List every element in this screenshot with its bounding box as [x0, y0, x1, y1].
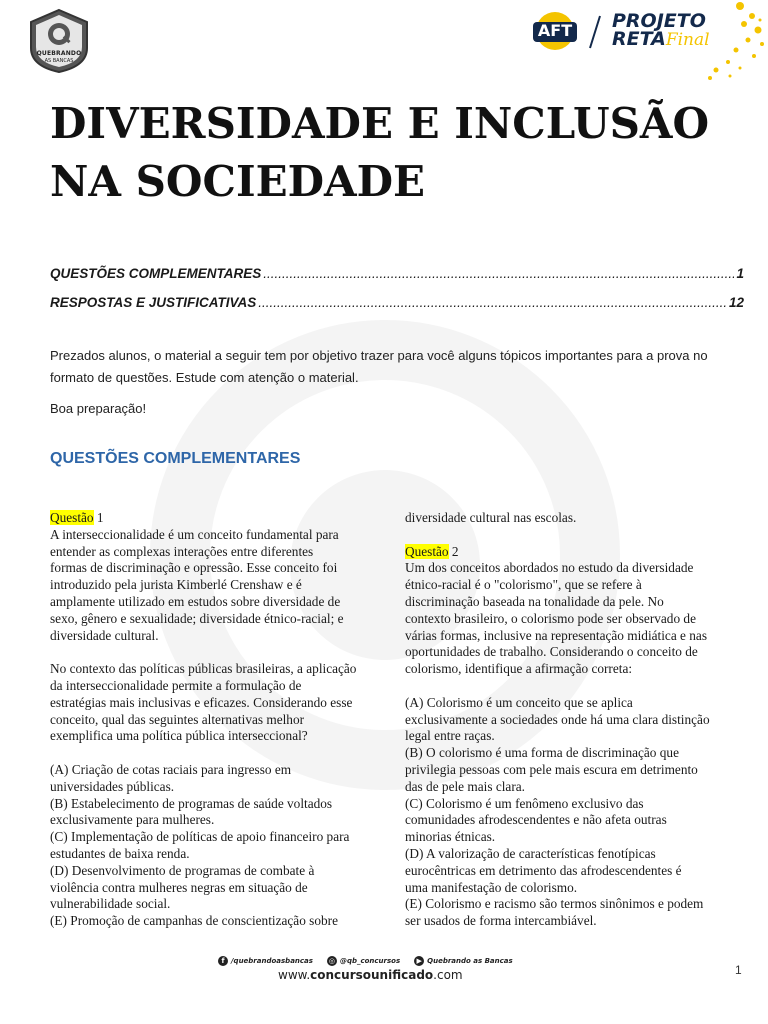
- page-number: 1: [735, 963, 742, 977]
- quebrando-as-bancas-logo: [27, 8, 91, 74]
- option-line: exclusivamente a sociedades onde há uma clara distinção: [405, 711, 710, 727]
- youtube-channel: Quebrando as Bancas: [427, 957, 513, 965]
- toc-leader-dots: [263, 266, 734, 281]
- youtube-icon: ▶: [414, 956, 424, 966]
- toc-entry-respostas[interactable]: [50, 295, 744, 324]
- option-line: (A) Criação de cotas raciais para ingresso em: [50, 761, 292, 777]
- option-line: exclusivamente para mulheres.: [50, 812, 215, 828]
- text-line: oportunidades de trabalho. Considerando o conceito de: [405, 644, 698, 660]
- intro-closing: Boa preparação!: [50, 401, 147, 416]
- text-line: étnico-racial é o "colorismo", que se refere à: [405, 577, 642, 593]
- option-line: (C) Colorismo é um fenômeno exclusivo das: [405, 795, 644, 811]
- site-suffix: .com: [433, 968, 463, 982]
- facebook-handle: /quebrandoasbancas: [231, 957, 313, 965]
- question-2: [405, 544, 749, 930]
- question-2-statement: [405, 560, 749, 678]
- qb-logo-line1: QUEBRANDO: [36, 50, 82, 57]
- option-line: (B) O colorismo é uma forma de discriminação que: [405, 745, 679, 761]
- projeto-reta-final-logo: [612, 12, 710, 49]
- logo-divider-slash: [588, 14, 602, 50]
- instagram-icon: ◎: [328, 957, 335, 965]
- facebook-link[interactable]: [218, 956, 313, 966]
- option-line: (C) Implementação de políticas de apoio financeiro para: [50, 829, 350, 845]
- question-2-options: [405, 695, 749, 930]
- text-line: entender as complexas interações entre diferentes: [50, 543, 314, 559]
- instagram-link[interactable]: [327, 956, 400, 966]
- decorative-dots: [700, 0, 768, 85]
- aft-logo-text: AFT: [537, 21, 573, 40]
- text-line: introduzido pela jurista Kimberlé Crenshaw e é: [50, 577, 302, 593]
- question-1-header: [50, 510, 384, 527]
- option-line: legal entre raças.: [405, 728, 495, 744]
- footer-social-links: [218, 954, 538, 968]
- option-line: (A) Colorismo é um conceito que se aplica: [405, 694, 633, 710]
- option-line: das de pele mais clara.: [405, 778, 525, 794]
- table-of-contents: [50, 266, 744, 324]
- question-1: [50, 510, 384, 930]
- question-2-header: [405, 544, 749, 561]
- section-heading: QUESTÕES COMPLEMENTARES: [50, 450, 301, 467]
- text-line: formas de discriminação e opressão. Esse conceito foi: [50, 560, 338, 576]
- option-line: universidades públicas.: [50, 778, 175, 794]
- option-line: (E) Promoção de campanhas de conscientização sobre: [50, 913, 338, 929]
- instagram-handle: @qb_concursos: [339, 957, 401, 965]
- intro-paragraph: Prezados alunos, o material a seguir tem por objetivo trazer para você alguns tópicos importantes para a prova no formato de questões. Estude com atenção o material.: [50, 348, 708, 385]
- option-line: diversidade cultural nas escolas.: [405, 510, 577, 525]
- text-line: colorismo, identifique a afirmação correta:: [405, 661, 633, 677]
- text-line: diversidade cultural.: [50, 627, 159, 643]
- question-1-statement: [50, 527, 384, 645]
- option-line: comunidades afrodescendentes e não afeta outras: [405, 812, 667, 828]
- page-title: DIVERSIDADE E INCLUSÃO NA SOCIEDADE: [50, 99, 710, 206]
- toc-label: RESPOSTAS E JUSTIFICATIVAS: [50, 295, 257, 310]
- option-line: ser usados de forma intercambiável.: [405, 913, 597, 929]
- text-line: estratégias mais inclusivas e eficazes. Considerando esse: [50, 694, 353, 710]
- toc-page-number: 12: [728, 295, 744, 310]
- footer-website-link[interactable]: [278, 968, 478, 982]
- text-line: A interseccionalidade é um conceito fundamental para: [50, 526, 339, 542]
- aft-logo: [531, 10, 579, 52]
- option-line: minorias étnicas.: [405, 829, 496, 845]
- question-number: 2: [451, 543, 459, 559]
- text-line: contexto brasileiro, o colorismo pode ser observado de: [405, 610, 696, 626]
- logo-reta-text: RETA: [612, 28, 666, 50]
- question-number: 1: [96, 510, 104, 525]
- text-line: exemplifica uma política pública interseccional?: [50, 728, 308, 744]
- left-column: [50, 510, 384, 930]
- toc-page-number: 1: [736, 266, 744, 281]
- option-line: (E) Colorismo e racismo são termos sinônimos e podem: [405, 896, 704, 912]
- option-line: estudantes de baixa renda.: [50, 845, 190, 861]
- text-line: da interseccionalidade permite a formulação de: [50, 677, 302, 693]
- option-line: privilegia pessoas com pele mais escura em detrimento: [405, 761, 698, 777]
- option-line: vulnerabilidade social.: [50, 896, 171, 912]
- toc-label: QUESTÕES COMPLEMENTARES: [50, 266, 262, 281]
- option-line: violência contra mulheres negras em situação de: [50, 879, 308, 895]
- qb-logo-line2: AS BANCAS: [44, 58, 74, 64]
- option-line: (D) Desenvolvimento de programas de combate à: [50, 862, 315, 878]
- right-column: [405, 510, 749, 930]
- text-line: Um dos conceitos abordados no estudo da diversidade: [405, 560, 694, 576]
- site-domain: concursounificado: [310, 968, 434, 982]
- option-line: uma manifestação de colorismo.: [405, 879, 578, 895]
- option-line: eurocêntricas em detrimento das afrodescendentes é: [405, 862, 682, 878]
- option-line: (D) A valorização de características fenotípicas: [405, 845, 656, 861]
- toc-leader-dots: [258, 295, 727, 310]
- logo-projeto-text: PROJETO: [612, 10, 706, 32]
- text-line: No contexto das políticas públicas brasileiras, a aplicação: [50, 661, 357, 677]
- text-line: várias formas, inclusive na representação midiática e nas: [405, 627, 708, 643]
- logo-final-text: Final: [665, 30, 710, 50]
- toc-entry-questoes[interactable]: [50, 266, 744, 295]
- option-line: (B) Estabelecimento de programas de saúde voltados: [50, 795, 333, 811]
- question-1-continuation: [405, 510, 749, 527]
- logo-reta-line: [612, 30, 710, 49]
- text-line: discriminação baseada na tonalidade da pele. No: [405, 593, 664, 609]
- question-1-context: [50, 661, 384, 745]
- text-line: amplamente utilizado em estudos sobre diversidade de: [50, 593, 341, 609]
- question-label-highlight: Questão: [50, 510, 94, 525]
- text-line: conceito, qual das seguintes alternativas melhor: [50, 711, 305, 727]
- facebook-icon: f: [218, 956, 228, 966]
- question-label-highlight: Questão: [405, 543, 449, 559]
- text-line: sexo, gênero e sexualidade; diversidade étnico-racial; e: [50, 610, 344, 626]
- site-prefix: www.: [278, 968, 311, 982]
- question-1-options: [50, 762, 384, 930]
- youtube-link[interactable]: [414, 956, 513, 966]
